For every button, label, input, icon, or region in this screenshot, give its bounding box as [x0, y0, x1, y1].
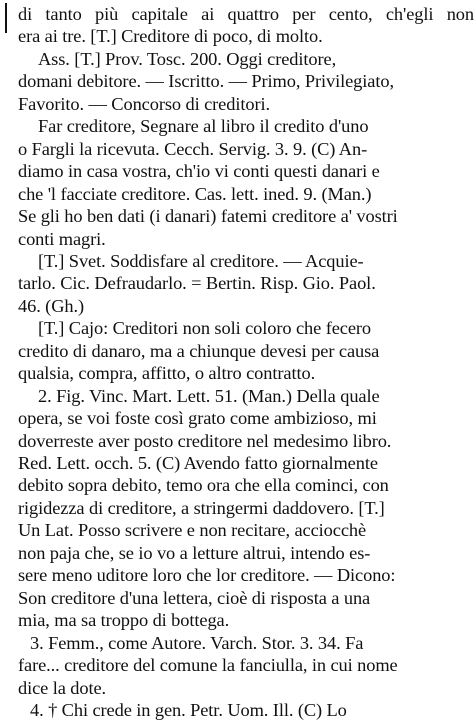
text-line: domani debitore. — Iscritto. — Primo, Privilegiato,: [18, 71, 394, 92]
text-line: doverreste aver posto creditore nel medesimo libro.: [18, 430, 392, 451]
text-line: fare... creditore del comune la fanciulla, in cui nome: [18, 655, 398, 676]
text-line: Favorito. — Concorso di creditori.: [18, 93, 270, 114]
text-line: rigidezza di creditore, a stringermi daddovero. [T.]: [18, 497, 385, 518]
text-line: tarlo. Cic. Defraudarlo. = Bertin. Risp. Gio. Paol.: [18, 273, 376, 294]
text-line: Red. Lett. occh. 5. (C) Avendo fatto giornalmente: [18, 453, 378, 474]
text-line: Far creditore, Segnare al libro il credito d'uno: [38, 116, 369, 137]
text-line: 2. Fig. Vinc. Mart. Lett. 51. (Man.) Della quale: [38, 385, 380, 406]
text-line: mia, ma sa troppo di bottega.: [18, 610, 230, 631]
text-line: [T.] Cajo: Creditori non soli coloro che fecero: [38, 318, 372, 339]
text-line: Un Lat. Posso scrivere e non recitare, acciocchè: [18, 520, 367, 541]
text-line: credito di danaro, ma a chiunque devesi per causa: [18, 340, 380, 361]
text-line: Ass. [T.] Prov. Tosc. 200. Oggi creditore,: [38, 48, 337, 69]
text-line: Se gli ho ben dati (i danari) fatemi creditore a' vostri: [18, 206, 398, 227]
text-line: conti magri.: [18, 228, 106, 249]
text-line: [T.] Svet. Soddisfare al creditore. — Acquie-: [38, 250, 364, 271]
text-line: debito sopra debito, temo ora che ella cominci, con: [18, 475, 389, 496]
text-line: non paja che, se io vo a letture altrui, intendo es-: [18, 542, 371, 563]
text-line: era ai tre. [T.] Creditore di poco, di molto.: [18, 26, 323, 47]
text-line: 4. † Chi crede in gen. Petr. Uom. Ill. (C) Lo: [30, 700, 347, 720]
text-line: Son creditore d'una lettera, cioè di risposta a una: [18, 587, 371, 608]
text-line: diamo in casa vostra, ch'io vi conti questi danari e: [18, 161, 380, 182]
text-line: 3. Femm., come Autore. Varch. Stor. 3. 34. Fa: [30, 632, 364, 653]
text-line: di tanto più capitale ai quattro per cento, ch'egli non: [18, 4, 474, 24]
text-line: opera, se voi foste così grato come ambizioso, mi: [18, 408, 377, 429]
text-line: che 'l facciate creditore. Cas. lett. ined. 9. (Man.): [18, 183, 372, 204]
text-line: dice la dote.: [18, 677, 107, 698]
text-line: qualsia, compra, affitto, o altro contratto.: [18, 363, 316, 384]
text-line: sere meno uditore loro che lor creditore. — Dicono:: [18, 565, 396, 586]
text-line: 46. (Gh.): [18, 295, 85, 316]
text-line: o Fargli la ricevuta. Cecch. Servig. 3. 9. (C) An-: [18, 138, 368, 159]
margin-bar: [5, 3, 7, 33]
